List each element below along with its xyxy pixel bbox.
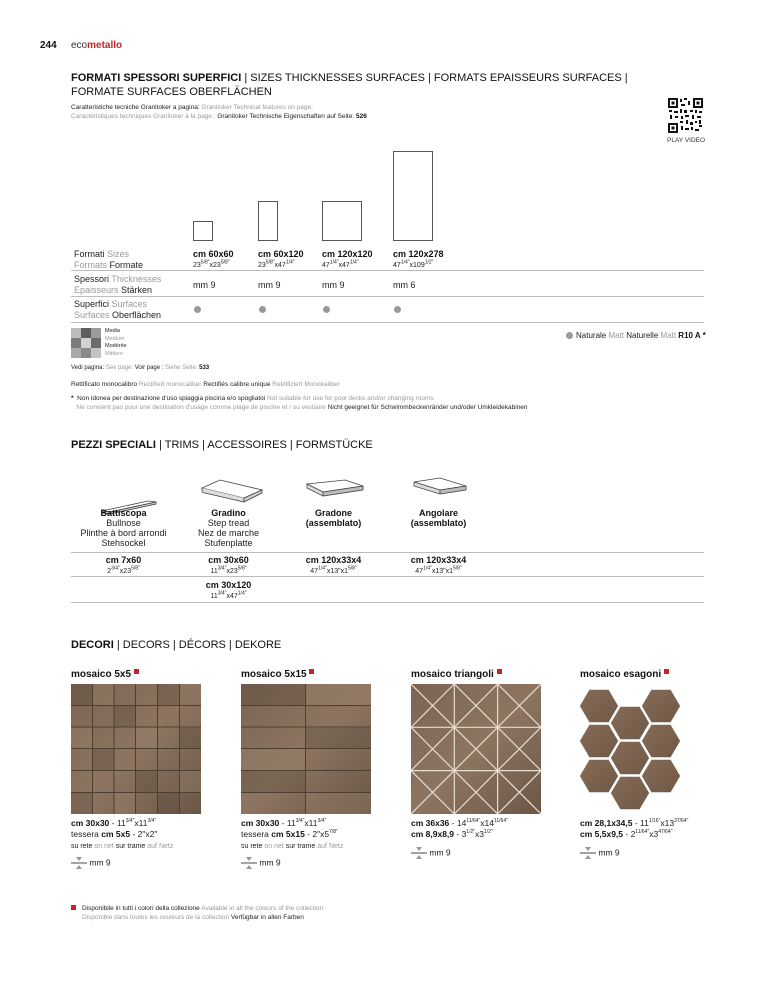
row-spessori-label: Spessori Thicknesses Epaisseurs Stärken (74, 274, 162, 295)
step-tread-drawing (200, 478, 264, 504)
thickness-icon (71, 856, 87, 870)
gradone-drawing (305, 478, 365, 500)
decor-specs: cm $28,1x34,5 - 11^{1/16"}x13^{37/64"}$ cm $5,5x9,5 - 2^{11/64"}x3^{47/64"}$ (580, 818, 689, 839)
qr-code[interactable] (668, 98, 703, 133)
divider (71, 296, 704, 297)
trim-label: Battiscopa Bullnose Plinthe à bord arrondi Stehsockel (80, 508, 167, 548)
surface-dot (259, 306, 266, 313)
thickness-icon (411, 846, 427, 860)
decor-specs: cm $30x30 - 11^{3/4"}x11^{3/4"}$ tessera cm $5x15 - 2"x5^{7/8"}$ su rete on net sur trame auf Netz (241, 818, 344, 850)
decors-title: DECORI | DECORS | DÉCORS | DEKORE (71, 639, 282, 651)
trim-size: cm 120x33x4 $47^{1/4"}x13"x1^{5/8"}$ (410, 555, 467, 575)
mosaic-esagoni-image (578, 686, 682, 814)
divider (71, 270, 704, 271)
format-size-cell: cm 60x120 $23^{5/8"}x47^{1/4"}$ (258, 249, 304, 269)
thickness-icon (580, 846, 596, 860)
row-formati-label: Formati Sizes Formats Formate (74, 249, 144, 270)
format-60x60-shape (193, 221, 213, 241)
decor-name: mosaico 5x15 (241, 669, 314, 680)
footer-note: Disponibile in tutti i colori della collezione Available in all the colours of the collection Disponible dans toutes les couleurs de la collection Verfügbar in allen Farben (71, 904, 323, 922)
surface-dot (323, 306, 330, 313)
trim-size: cm 7x60 $2^{3/4"}x23^{5/8"}$ (105, 555, 142, 575)
thickness-cell: mm 9 (193, 280, 216, 290)
see-page-ref: Vedi pagina: See page: Voir page : Siehe Seite: 533 (71, 365, 210, 371)
shade-variation-icon (71, 328, 101, 358)
brand-name: ecometallo (71, 40, 123, 51)
trims-title: PEZZI SPECIALI | TRIMS | ACCESSOIRES | FORMSTÜCKE (71, 439, 373, 451)
trim-label: Gradone (assemblato) (305, 508, 362, 528)
divider (71, 576, 704, 577)
thickness-indicator: mm 9 (71, 856, 111, 870)
decor-specs: cm $30x30 - 11^{3/4"}x11^{3/4"}$ tessera cm 5x5 - 2"x2" su rete on net sur trame auf Netz (71, 818, 174, 850)
thickness-indicator: mm 9 (580, 846, 620, 860)
thickness-cell: mm 9 (258, 280, 281, 290)
trim-label: Angolare (assemblato) (410, 508, 467, 528)
row-superfici-label: Superfici Surfaces Surfaces Oberflächen (74, 299, 162, 320)
decor-name: mosaico esagoni (580, 669, 669, 680)
red-square-icon (309, 669, 314, 674)
format-120x120-shape (322, 201, 362, 241)
trim-label: Gradino Step tread Nez de marche Stufenplatte (197, 508, 260, 548)
thickness-icon (241, 856, 257, 870)
thickness-cell: mm 9 (322, 280, 345, 290)
surface-legend: Naturale Matt Naturelle Matt R10 A * (566, 331, 706, 341)
page-number: 244 (40, 40, 57, 51)
decor-specs: cm $36x36 - 14^{11/64"}x14^{11/64"}$ cm $8,9x8,9 - 3^{1/2"}x3^{1/2"}$ (411, 818, 508, 839)
surface-dot (394, 306, 401, 313)
mosaic-triangoli-image (411, 684, 541, 814)
surface-dot (194, 306, 201, 313)
formats-title: FORMATI SPESSORI SUPERFICI | SIZES THICKNESSES SURFACES | FORMATS EPAISSEURS SURFACES | FORMATE SURFACES OBERFLÄCHEN (71, 72, 628, 98)
red-square-icon (71, 905, 76, 910)
play-video-link[interactable]: PLAY VIDEO (667, 137, 706, 144)
divider (71, 552, 704, 553)
mosaic-5x5-image (71, 684, 201, 814)
mosaic-5x15-image (241, 684, 371, 814)
divider (71, 322, 704, 323)
trim-size: cm 30x120 $11^{3/4"}x47^{1/4"}$ (205, 580, 252, 600)
usage-note: * Non idonea per destinazione d'uso spiaggia piscina e/o spogliatoi Not suitable for use for pool decks and/or changing rooms Ne convient pas pour une destination d'usage comme plage de piscine et / ou vestiaire Nicht geeignet für Schwimmbeckenränder und/oder Umkleidekabinen (71, 395, 528, 411)
tech-reference: Caratteristiche tecniche Granitoker a pagina: Granitoker Technical features on page: Caractéristiques techniques Granitoker à la page : Granitoker Technische Eigenschaften auf Seite: 526 (71, 104, 367, 120)
format-size-cell: cm 60x60 $23^{5/8"}x23^{5/8"}$ (193, 249, 234, 269)
decor-name: mosaico 5x5 (71, 669, 139, 680)
red-square-icon (497, 669, 502, 674)
thickness-cell: mm 6 (393, 280, 416, 290)
format-60x120-shape (258, 201, 278, 241)
divider (71, 602, 704, 603)
angolare-drawing (412, 476, 468, 500)
thickness-indicator: mm 9 (241, 856, 281, 870)
thickness-indicator: mm 9 (411, 846, 451, 860)
format-size-cell: cm 120x278 $47^{1/4"}x109^{1/2"}$ (393, 249, 444, 269)
decor-name: mosaico triangoli (411, 669, 502, 680)
trim-size: cm 30x60 $11^{3/4"}x23^{5/8"}$ (208, 555, 249, 575)
red-square-icon (664, 669, 669, 674)
red-square-icon (134, 669, 139, 674)
trim-size: cm 120x33x4 $47^{1/4"}x13"x1^{5/8"}$ (305, 555, 362, 575)
format-120x278-shape (393, 151, 433, 241)
rectified-note: Rettificato monocalibro Rectified monocaliber Rectifiés calibre unique Rektifiziert Monokaliber (71, 381, 340, 388)
shade-variation-labels: Media Medium Modérée Mittlere (105, 328, 127, 357)
legend-dot (566, 332, 573, 339)
format-size-cell: cm 120x120 $47^{1/4"}x47^{1/4"}$ (322, 249, 373, 269)
